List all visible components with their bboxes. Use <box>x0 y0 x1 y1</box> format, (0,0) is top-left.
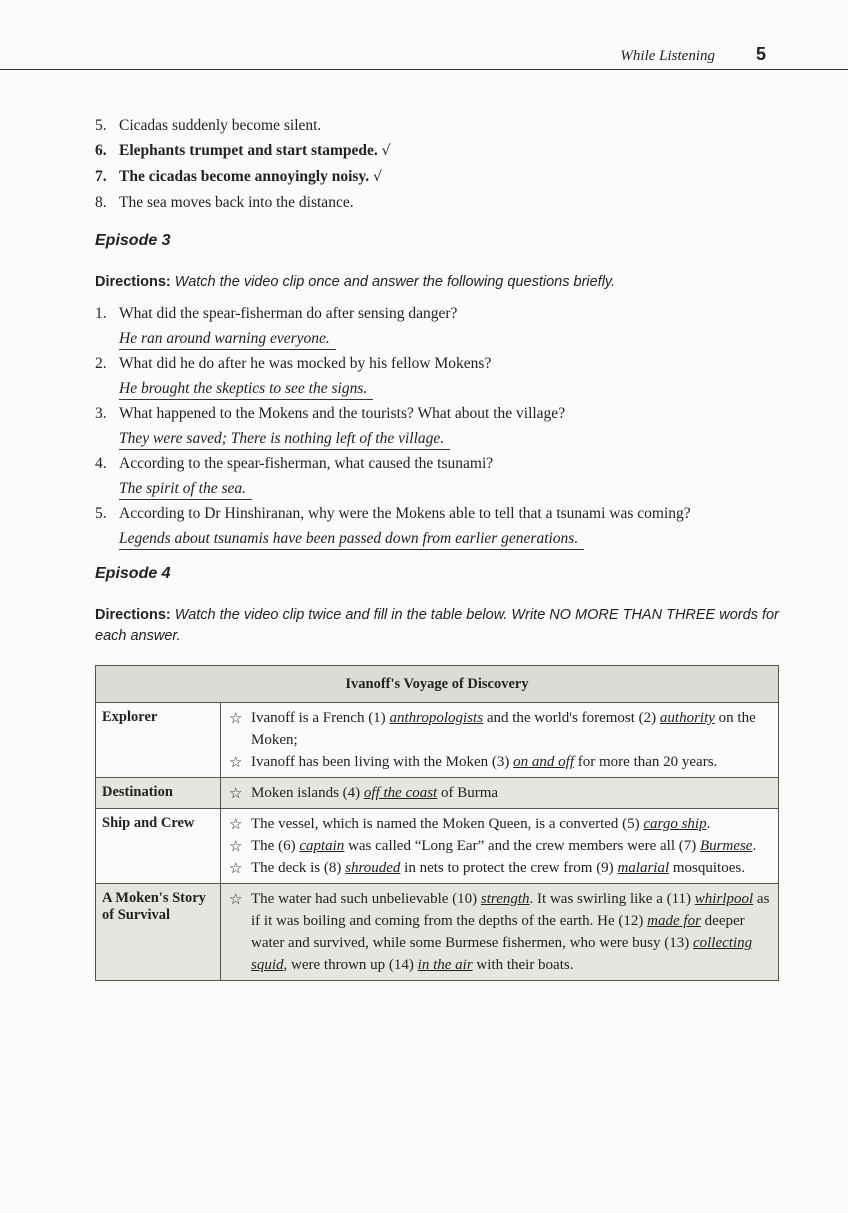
bullet-text: deeper water and survived, while some Burmese fishermen, who were busy (13) <box>251 913 745 951</box>
bullet-text: The vessel, which is named the Moken Queen, is a converted (5) <box>251 816 644 832</box>
item-number: 6. <box>95 142 107 159</box>
table-bullet <box>229 813 772 835</box>
bullet-text: mosquitoes. <box>669 860 745 876</box>
directions-label: Directions: <box>95 607 171 623</box>
page-content <box>95 113 785 981</box>
question-number: 1. <box>95 305 107 322</box>
bullet-text: Moken islands (4) <box>251 785 364 801</box>
bullet-text: . It was swirling like a (11) <box>529 891 695 907</box>
answer-text: He ran around warning everyone. <box>119 329 336 350</box>
answer-line <box>119 476 785 501</box>
answer-blank: made for <box>647 913 701 929</box>
item-number: 7. <box>95 168 107 185</box>
bullet-text: . <box>752 838 757 854</box>
star-icon: ☆ <box>229 837 243 855</box>
answer-blank: on and off <box>513 754 575 770</box>
row-label: Destination <box>96 778 221 809</box>
answer-blank: anthropologists <box>389 710 484 726</box>
answer-blank: malarial <box>617 860 670 876</box>
table-row <box>96 884 779 981</box>
directions-text: Watch the video clip once and answer the following questions briefly. <box>174 274 616 290</box>
star-icon: ☆ <box>229 890 243 908</box>
bullet-text: The deck is (8) <box>251 860 346 876</box>
check-mark: √ <box>381 143 391 159</box>
answer-blank: off the coast <box>363 785 438 801</box>
row-content <box>221 809 779 884</box>
row-content <box>221 703 779 778</box>
answer-blank: collecting squid <box>251 935 753 973</box>
table-bullet <box>229 835 772 857</box>
table-row <box>96 703 779 778</box>
star-icon: ☆ <box>229 859 243 877</box>
list-item <box>95 190 785 215</box>
answer-text: He brought the skeptics to see the signs. <box>119 379 373 400</box>
bullet-text: for more than 20 years. <box>574 754 718 770</box>
bullet-text: on the Moken; <box>251 710 756 748</box>
table-title: Ivanoff's Voyage of Discovery <box>96 666 779 703</box>
question-item <box>95 401 785 451</box>
answer-line <box>119 326 785 351</box>
bullet-text: . <box>706 816 711 832</box>
bullet-text: was called “Long Ear” and the crew members were all (7) <box>344 838 700 854</box>
answer-line <box>119 426 785 451</box>
answer-blank: whirlpool <box>694 891 754 907</box>
question-text: According to the spear-fisherman, what caused the tsunami? <box>119 455 494 472</box>
bullet-text: and the world's foremost (2) <box>483 710 660 726</box>
answer-blank: shrouded <box>345 860 401 876</box>
directions-text: Watch the video clip twice and fill in the table below. Write NO MORE THAN THREE words for each answer. <box>95 607 779 644</box>
check-mark: √ <box>373 169 382 185</box>
bullet-text: with their boats. <box>472 957 574 973</box>
answer-line <box>119 526 785 551</box>
question-item <box>95 301 785 351</box>
episode-4-directions <box>95 605 785 647</box>
question-item <box>95 351 785 401</box>
table-bullet <box>229 751 772 773</box>
star-icon: ☆ <box>229 709 243 727</box>
item-number: 8. <box>95 194 107 211</box>
bullet-text: of Burma <box>437 785 499 801</box>
table-bullet <box>229 782 772 804</box>
table-bullet <box>229 707 772 751</box>
question-list <box>95 301 785 551</box>
table-row <box>96 778 779 809</box>
previous-list <box>95 113 785 215</box>
episode-3-heading: Episode 3 <box>95 232 171 249</box>
header-rule <box>0 69 848 70</box>
star-icon: ☆ <box>229 815 243 833</box>
bullet-text: as if it was boiling and coming from the depths of the earth. He (12) <box>251 891 770 929</box>
question-item <box>95 501 785 551</box>
table-bullet <box>229 857 772 879</box>
question-text: According to Dr Hinshiranan, why were the Mokens able to tell that a tsunami was coming? <box>119 505 691 522</box>
running-header-title: While Listening <box>620 48 715 64</box>
question-item <box>95 451 785 501</box>
episode-3-directions <box>95 272 785 293</box>
list-item <box>95 138 785 164</box>
question-number: 2. <box>95 355 107 372</box>
answer-blank: Burmese <box>699 838 753 854</box>
directions-label: Directions: <box>95 274 171 290</box>
item-text: Cicadas suddenly become silent. <box>119 117 322 134</box>
question-text: What did the spear-fisherman do after sensing danger? <box>119 305 458 322</box>
answer-text: They were saved; There is nothing left of the village. <box>119 429 450 450</box>
row-content <box>221 778 779 809</box>
answer-line <box>119 376 785 401</box>
list-item <box>95 164 785 190</box>
row-label: Explorer <box>96 703 221 778</box>
table-bullet <box>229 888 772 976</box>
answer-text: Legends about tsunamis have been passed down from earlier generations. <box>119 529 584 550</box>
question-text: What happened to the Mokens and the tourists? What about the village? <box>119 405 566 422</box>
answer-blank: in the air <box>417 957 473 973</box>
answer-blank: captain <box>299 838 345 854</box>
bullet-text: The (6) <box>251 838 300 854</box>
question-text: What did he do after he was mocked by his fellow Mokens? <box>119 355 492 372</box>
item-text: The sea moves back into the distance. <box>119 194 354 211</box>
row-content <box>221 884 779 981</box>
row-label: A Moken's Story of Survival <box>96 884 221 981</box>
table-row <box>96 809 779 884</box>
bullet-text: Ivanoff is a French (1) <box>251 710 390 726</box>
row-label: Ship and Crew <box>96 809 221 884</box>
voyage-table <box>95 665 779 981</box>
bullet-text: The water had such unbelievable (10) <box>251 891 481 907</box>
star-icon: ☆ <box>229 784 243 802</box>
answer-blank: strength <box>480 891 530 907</box>
page-number: 5 <box>755 44 766 64</box>
answer-blank: authority <box>659 710 715 726</box>
bullet-text: in nets to protect the crew from (9) <box>400 860 618 876</box>
list-item <box>95 113 785 138</box>
question-number: 4. <box>95 455 107 472</box>
item-text: Elephants trumpet and start stampede. <box>119 142 378 159</box>
episode-4-heading: Episode 4 <box>95 565 171 582</box>
item-number: 5. <box>95 117 107 134</box>
bullet-text: Ivanoff has been living with the Moken (3) <box>251 754 514 770</box>
answer-blank: cargo ship <box>643 816 707 832</box>
star-icon: ☆ <box>229 753 243 771</box>
question-number: 3. <box>95 405 107 422</box>
question-number: 5. <box>95 505 107 522</box>
answer-text: The spirit of the sea. <box>119 479 252 500</box>
item-text: The cicadas become annoyingly noisy. <box>119 168 370 185</box>
bullet-text: , were thrown up (14) <box>283 957 418 973</box>
